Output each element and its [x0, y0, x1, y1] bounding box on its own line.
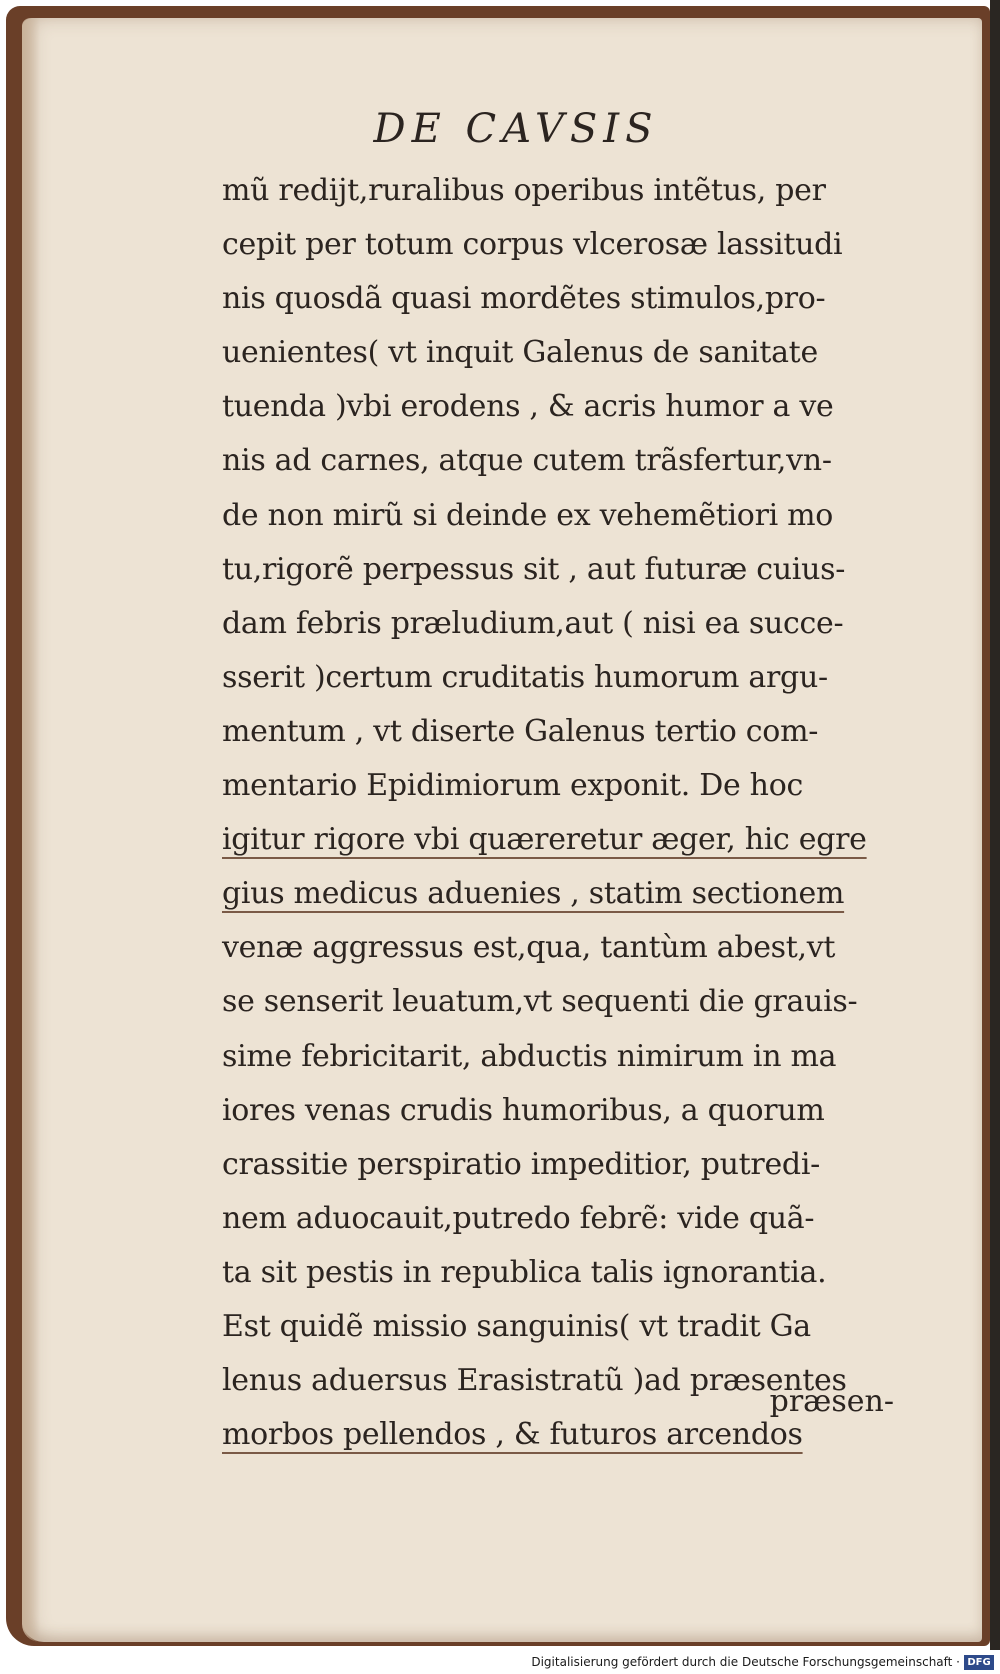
text-line: mentum , vt diserte Galenus tertio com-: [222, 713, 819, 749]
book-page: [22, 18, 982, 1642]
body-text: [222, 164, 912, 1462]
text-line: tu,rigorẽ perpessus sit , aut futuræ cuius-: [222, 551, 846, 587]
text-line: dam febris præludium,aut ( nisi ea succe-: [222, 605, 844, 641]
page-gutter: [22, 18, 40, 1642]
scan-edge: [990, 0, 1000, 1650]
text-line: nem aduocauit,putredo febrẽ: vide quã-: [222, 1200, 815, 1236]
text-line: iores venas crudis humoribus, a quorum: [222, 1092, 825, 1128]
text-line: nis ad carnes, atque cutem trãsfertur,vn-: [222, 443, 832, 479]
text-line: nis quosdã quasi mordẽtes stimulos,pro-: [222, 281, 826, 317]
text-line: sserit )certum cruditatis humorum argu-: [222, 659, 828, 695]
text-line: uenientes( vt inquit Galenus de sanitate: [222, 335, 818, 371]
text-line: venæ aggressus est,qua, tantùm abest,vt: [222, 930, 836, 966]
text-line: ta sit pestis in republica talis ignorantia.: [222, 1254, 827, 1290]
text-line: lenus aduersus Erasistratũ )ad præsentes: [222, 1363, 847, 1399]
text-line: crassitie perspiratio impeditior, putredi-: [222, 1146, 820, 1182]
text-line-underlined: gius medicus aduenies , statim sectionem: [222, 876, 845, 912]
text-line-underlined: igitur rigore vbi quæreretur æger, hic egre: [222, 822, 867, 858]
text-line: mũ redijt,ruralibus operibus intẽtus, per: [222, 173, 826, 208]
running-title: DE CAVSIS: [373, 106, 659, 152]
text-line: se senserit leuatum,vt sequenti die grauis-: [222, 984, 858, 1020]
text-line: de non mirũ si deinde ex vehemẽtiori mo: [222, 497, 834, 533]
dfg-logo-icon: DFG: [964, 1655, 994, 1670]
text-line: tuenda )vbi erodens , & acris humor a ve: [222, 389, 834, 425]
catchword: præsen-: [769, 1384, 894, 1419]
text-line: Est quidẽ missio sanguinis( vt tradit Ga: [222, 1308, 811, 1344]
text-line: sime febricitarit, abductis nimirum in ma: [222, 1038, 837, 1074]
text-line: cepit per totum corpus vlcerosæ lassitudi: [222, 227, 843, 263]
text-line: mentario Epidimiorum exponit. De hoc: [222, 768, 803, 804]
footer-bar: [0, 1650, 1000, 1674]
digitization-credit: Digitalisierung gefördert durch die Deutsche Forschungsgemeinschaft ·: [531, 1655, 960, 1669]
text-line-underlined: morbos pellendos , & futuros arcendos: [222, 1417, 803, 1453]
